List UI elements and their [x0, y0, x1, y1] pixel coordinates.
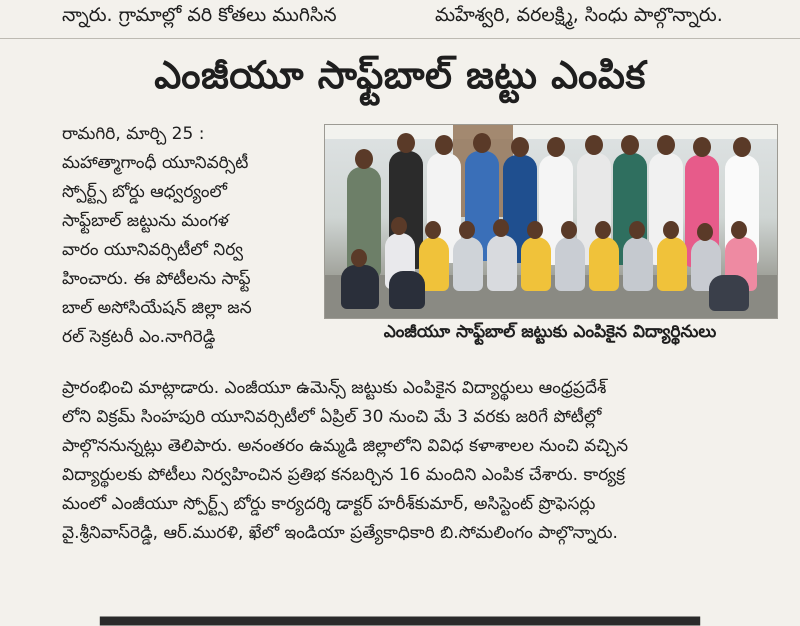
next-headline-cut — [100, 591, 740, 626]
photo-head — [473, 133, 491, 153]
photo-person — [453, 237, 483, 291]
photo-head — [733, 137, 751, 157]
photo-head — [527, 221, 543, 239]
photo-caption: ఎంజీయూ సాఫ్ట్‌బాల్ జట్టుకు ఎంపికైన విద్యార్థినులు — [383, 322, 717, 342]
photo-person — [657, 237, 687, 291]
photo-head — [435, 135, 453, 155]
previous-article-strip — [0, 0, 800, 39]
article-intro-column — [62, 120, 308, 352]
photo-head — [493, 219, 509, 237]
body-line: పాల్గొననున్నట్లు తెలిపారు. అనంతరం ఉమ్మడి జిల్లాలోని వివిధ కళాశాలల నుంచి వచ్చిన — [62, 436, 629, 456]
article-body — [62, 374, 776, 548]
body-line: విద్యార్థులకు పోటీలు నిర్వహించిన ప్రతిభ కనబర్చిన 16 మందిని ఎంపిక చేశారు. కార్యక్ర — [62, 465, 625, 485]
photo-wall — [325, 125, 777, 139]
intro-line: హించారు. ఈ పోటీలను సాఫ్ట్ — [62, 269, 251, 289]
photo-person — [389, 271, 425, 309]
photo-person — [589, 237, 619, 291]
body-line: వై.శ్రీనివాస్‌రెడ్డి, ఆర్.మురళి, ఖేలో ఇండియా ప్రత్యేకాధికారి బి.సోమలింగం పాల్గొన్నారు. — [62, 523, 618, 543]
photo-person — [487, 235, 517, 291]
photo-head — [697, 223, 713, 241]
article-headline: ఎంజీయూ సాఫ్ట్‌బాల్ జట్టు ఎంపిక — [154, 53, 646, 97]
intro-line: స్పోర్ట్స్ బోర్డు ఆధ్వర్యంలో — [62, 182, 227, 202]
photo-head — [629, 221, 645, 239]
photo-head — [731, 221, 747, 239]
photo-head — [397, 133, 415, 153]
photo-head — [657, 135, 675, 155]
photo-head — [355, 149, 373, 169]
next-headline-fragment: ▂▂▂▂▂▂▂▂▂▂▂▂▂▂▂▂▂▂▂▂▂▂▂▂▂▂ — [100, 591, 700, 626]
photo-head — [547, 137, 565, 157]
previous-article-line-left: న్నారు. గ్రామాల్లో వరి కోతలు ముగిసిన — [62, 4, 337, 26]
photo-person — [341, 265, 379, 309]
intro-line: మహాత్మాగాంధీ యూనివర్సిటీ — [62, 153, 249, 173]
body-line: లోని విక్రమ్ సింహపురి యూనివర్సిటీలో ఏప్రిల్ 30 నుంచి మే 3 వరకు జరిగే పోటీల్లో — [62, 407, 602, 427]
photo-head — [459, 221, 475, 239]
photo-head — [585, 135, 603, 155]
photo-head — [561, 221, 577, 239]
team-photo — [324, 124, 778, 319]
photo-person — [623, 237, 653, 291]
body-line: మంలో ఎంజీయూ స్పోర్ట్స్ బోర్డు కార్యదర్శి డాక్టర్ హరీశ్‌కుమార్, అసిస్టెంట్ ప్రొఫెసర్లు — [62, 494, 596, 514]
photo-head — [693, 137, 711, 157]
intro-line: వారం యూనివర్సిటీలో నిర్వ — [62, 240, 244, 260]
photo-head — [425, 221, 441, 239]
photo-head — [621, 135, 639, 155]
body-line: ప్రారంభించి మాట్లాడారు. ఎంజీయూ ఉమెన్స్ జట్టుకు ఎంపికైన విద్యార్థులు ఆంధ్రప్రదేశ్ — [62, 378, 607, 398]
photo-person — [555, 237, 585, 291]
photo-head — [663, 221, 679, 239]
intro-line: సాఫ్ట్‌బాల్ జట్టును మంగళ — [62, 211, 229, 231]
intro-line: రల్ సెక్రటరీ ఎం.నాగిరెడ్డి — [62, 327, 216, 347]
photo-person — [709, 275, 749, 311]
previous-article-line-right: మహేశ్వరి, వరలక్ష్మి, సింధు పాల్గొన్నారు. — [435, 4, 723, 26]
intro-line: బాల్ అసోసియేషన్ జిల్లా జన — [62, 298, 252, 318]
photo-head — [511, 137, 529, 157]
photo-person — [521, 237, 551, 291]
intro-line: రామగిరి, మార్చి 25 : — [62, 124, 205, 144]
photo-head — [391, 217, 407, 235]
photo-head — [595, 221, 611, 239]
photo-head — [351, 249, 367, 267]
